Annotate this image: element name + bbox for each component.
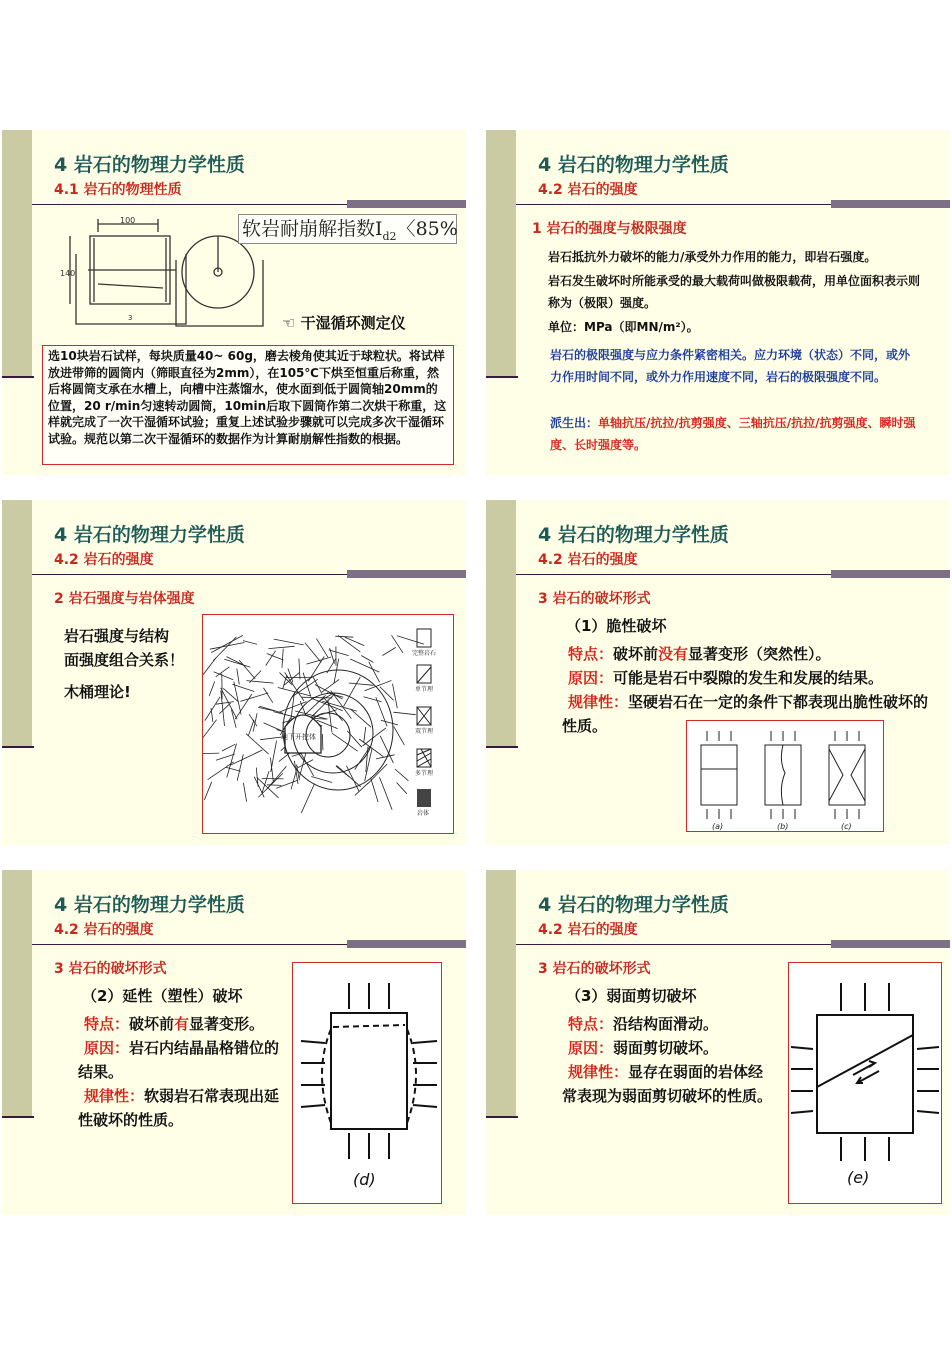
joint-line	[267, 654, 284, 661]
legend-single-joint: 单节理	[415, 686, 434, 693]
instrument-label: ☜ 干湿循环测定仪	[282, 314, 406, 332]
feature-text: 沿结构面滑动。	[613, 1015, 719, 1033]
joint-line	[282, 649, 283, 668]
joint-line	[397, 636, 424, 644]
specimen-label-a: (a)	[712, 822, 724, 831]
joint-line	[299, 659, 300, 680]
joint-line	[209, 682, 215, 696]
title-rule-bar	[831, 940, 950, 948]
joint-line	[323, 697, 343, 721]
rule-line	[78, 1084, 290, 1132]
slide-5	[2, 870, 466, 1215]
dimension-label: 100	[120, 216, 136, 225]
slide-subtitle: 4.2 岩石的强度	[538, 182, 638, 198]
cause-text: 弱面剪切破坏。	[613, 1039, 719, 1057]
joint-line	[302, 697, 333, 698]
joint-line	[364, 727, 366, 742]
joint-line	[221, 690, 225, 726]
title-rule-bar	[347, 200, 466, 208]
derived-strengths-text	[550, 412, 920, 456]
procedure-box	[42, 345, 454, 465]
slide-title: 4 岩石的物理力学性质	[54, 154, 245, 176]
slide-subtitle: 4.2 岩石的强度	[538, 552, 638, 568]
section-heading: 3 岩石的破坏形式	[538, 591, 651, 607]
joint-line	[395, 769, 409, 781]
formula-text: 软岩耐崩解指数I	[242, 218, 383, 240]
cause-label: 原因：	[568, 1039, 614, 1057]
joint-line	[219, 703, 230, 714]
joint-line	[264, 688, 273, 703]
joint-line	[266, 651, 276, 666]
joint-line	[203, 658, 216, 681]
joint-line	[345, 637, 364, 645]
joint-line	[237, 754, 243, 780]
slide-subtitle: 4.2 岩石的强度	[54, 922, 154, 938]
joint-line	[240, 693, 268, 702]
sidebar-divider	[486, 1116, 518, 1118]
joint-line	[349, 683, 374, 685]
slide-sidebar	[2, 500, 32, 748]
joint-line	[253, 713, 257, 731]
slide-1	[2, 130, 466, 475]
slide-subtitle: 4.2 岩石的强度	[54, 552, 154, 568]
joint-line	[224, 659, 250, 667]
joint-line	[203, 753, 219, 754]
combination-text-line2: 面强度组合关系！	[64, 651, 185, 669]
rule-line	[562, 1060, 774, 1108]
slide-subtitle: 4.1 岩石的物理性质	[54, 182, 182, 198]
slide-title: 4 岩石的物理力学性质	[538, 894, 729, 916]
joint-line	[248, 720, 254, 736]
barrel-theory-text: 木桶理论!	[64, 683, 131, 701]
cause-text: 可能是岩石中裂隙的发生和发展的结果。	[613, 669, 884, 687]
joint-line	[335, 636, 353, 637]
sidebar-divider	[2, 746, 34, 748]
cause-line	[78, 1036, 290, 1084]
tunnel-label: 地下开挖体	[281, 733, 316, 741]
feature-emphasis: 没有	[658, 645, 689, 663]
joint-line	[361, 656, 373, 663]
section-heading: 2 岩石强度与岩体强度	[54, 591, 195, 607]
slide-6	[486, 870, 950, 1215]
weak-plane-failure-figure-box	[788, 962, 942, 1204]
rule-text: 软弱岩石常表现出延性破坏的性质。	[78, 1087, 280, 1129]
dimension-label-vertical: 140	[60, 269, 76, 278]
feature-label: 特点：	[84, 1015, 130, 1033]
failure-type-item: （3）弱面剪切破坏	[566, 987, 697, 1005]
slide-title: 4 岩石的物理力学性质	[538, 154, 729, 176]
slide-subtitle: 4.2 岩石的强度	[538, 922, 638, 938]
brittle-failure-figure-box	[686, 720, 884, 832]
joint-line	[213, 637, 236, 661]
slide-sidebar	[486, 500, 516, 748]
ductile-failure-figure-box	[292, 962, 442, 1204]
ductile-failure-specimen-drawing	[293, 963, 441, 1203]
slide-sidebar	[486, 870, 516, 1118]
slide-title: 4 岩石的物理力学性质	[54, 894, 245, 916]
failure-type-item: （1）脆性破坏	[566, 617, 667, 635]
cause-line	[568, 666, 883, 690]
rule-text: 坚硬岩石在一定的条件下都表现出脆性破坏的性质。	[562, 693, 929, 735]
joint-line	[371, 778, 378, 802]
joint-line	[301, 784, 314, 813]
slide-4	[486, 500, 950, 845]
joint-line	[322, 679, 339, 692]
joint-line	[208, 762, 234, 780]
joint-line	[222, 744, 235, 751]
sidebar-divider	[2, 376, 34, 378]
legend-rock-mass: 岩体	[417, 810, 430, 817]
slide-sidebar	[2, 130, 32, 378]
title-rule-bar	[347, 570, 466, 578]
joint-line	[338, 635, 360, 652]
legend-multi-joint: 多节理	[415, 770, 434, 777]
cause-line	[568, 1036, 718, 1060]
joint-line	[322, 734, 323, 750]
joint-line	[316, 639, 328, 658]
joint-line	[226, 767, 241, 771]
joint-line	[237, 669, 240, 685]
legend-double-joint: 双节理	[415, 728, 434, 735]
joint-line	[243, 641, 257, 645]
cause-text: 岩石内结晶晶格错位的结果。	[78, 1039, 280, 1081]
joint-line	[239, 660, 255, 679]
joint-line	[262, 771, 269, 793]
joint-line	[305, 643, 321, 662]
joint-line	[276, 780, 298, 788]
formula-box	[238, 214, 457, 244]
rule-text: 显存在弱面的岩体经常表现为弱面剪切破坏的性质。	[562, 1063, 773, 1105]
joint-line	[274, 639, 304, 645]
section-heading: 3 岩石的破坏形式	[54, 961, 167, 977]
rule-label: 规律性：	[568, 693, 629, 711]
rule-label: 规律性：	[568, 1063, 629, 1081]
joint-line	[231, 750, 263, 765]
joint-line	[364, 697, 382, 702]
joint-line	[393, 712, 415, 715]
joint-line	[204, 782, 211, 800]
sidebar-divider	[486, 376, 518, 378]
stress-condition-text: 岩石的极限强度与应力条件紧密相关。应力环境（状态）不同，或外力作用时间不同，或外力作用速度不同，岩石的极限强度不同。	[550, 348, 911, 384]
slide-title: 4 岩石的物理力学性质	[54, 524, 245, 546]
joint-line	[271, 741, 277, 772]
joint-line	[363, 728, 386, 746]
feature-label: 特点：	[568, 645, 614, 663]
specimen-label-e: (e)	[847, 1168, 870, 1187]
feature-line	[568, 642, 831, 666]
joint-line	[246, 734, 269, 754]
derived-label: 派生出：	[550, 416, 599, 430]
rock-mass-joint-network-drawing	[203, 615, 453, 833]
sidebar-divider	[2, 1116, 34, 1118]
joint-line	[350, 659, 379, 672]
feature-label: 特点：	[568, 1015, 614, 1033]
joint-line	[267, 785, 282, 786]
joint-line	[203, 720, 217, 743]
joint-line	[381, 720, 398, 725]
feature-emphasis: 有	[174, 1015, 190, 1033]
slide-sidebar	[2, 870, 32, 1118]
joint-line	[350, 709, 371, 727]
joint-line	[259, 706, 283, 713]
feature-line	[84, 1012, 264, 1036]
slide-title: 4 岩石的物理力学性质	[538, 524, 729, 546]
title-rule-bar	[831, 200, 950, 208]
joint-line	[328, 700, 332, 733]
drum-number-label: 3	[128, 314, 133, 322]
joint-line	[397, 783, 407, 794]
weak-plane-shear-specimen-drawing	[789, 963, 941, 1203]
joint-line	[243, 783, 246, 802]
title-rule-bar	[347, 940, 466, 948]
rock-mass-figure-box	[202, 614, 454, 834]
title-rule-bar	[831, 570, 950, 578]
derived-list: 单轴抗压/抗拉/抗剪强度、三轴抗压/抗拉/抗剪强度、瞬时强度、长时强度等。	[550, 416, 916, 452]
joint-line	[307, 657, 332, 664]
joint-line	[223, 688, 238, 702]
sidebar-divider	[486, 746, 518, 748]
joint-line	[392, 635, 403, 653]
joint-line	[359, 739, 383, 757]
feature-text-a: 破坏前	[129, 1015, 175, 1033]
strength-definition: 岩石抵抗外力破坏的能力/承受外力作用的能力，即岩石强度。	[548, 250, 877, 264]
joint-line	[383, 647, 396, 655]
cause-label: 原因：	[84, 1039, 130, 1057]
specimen-label-b: (b)	[777, 822, 789, 831]
slide-2	[486, 130, 950, 475]
slide-3	[2, 500, 466, 845]
joint-line	[227, 744, 237, 778]
formula-subscript: d2	[382, 229, 397, 243]
cause-label: 原因：	[568, 669, 614, 687]
feature-text-a: 破坏前	[613, 645, 659, 663]
specimen-label-d: (d)	[353, 1170, 376, 1189]
feature-text-c: 显著变形（突然性）。	[688, 645, 831, 663]
joint-line	[393, 684, 398, 709]
ultimate-strength-definition: 岩石发生破坏时所能承受的最大载荷叫做极限载荷，用单位面积表示则称为（极限）强度。	[548, 274, 921, 310]
joint-line	[376, 755, 395, 759]
joint-line	[367, 764, 387, 784]
joint-line	[311, 777, 332, 783]
procedure-text: 选10块岩石试样，每块质量40~ 60g，磨去棱角使其近于球粒状。将试样放进带筛的圆筒内（筛眼直径为2mm），在105℃下烘至恒重后称重，然后将圆筒支承在水槽上，向槽中注蒸馏水，使水面到低于圆筒轴20mm的位置，20 r/min匀速转动圆筒，10min后取下圆筒作第二次烘干称重，这样就完成了一次干湿循环试验；重复上述试验步骤就可以完成多次干湿循环试验。规范以第二次干湿循环的数据作为计算耐崩解性指数的根据。	[48, 349, 447, 446]
joint-line	[380, 777, 393, 810]
joint-line	[305, 695, 326, 714]
joint-line	[216, 702, 234, 705]
combination-text-line1: 岩石强度与结构	[64, 627, 170, 645]
failure-type-item: （2）延性（塑性）破坏	[82, 987, 243, 1005]
unit-text: 单位：MPa（即MN/m²）。	[548, 320, 699, 334]
brittle-failure-specimens-drawing	[687, 721, 883, 831]
legend-intact-rock: 完整岩石	[412, 650, 437, 657]
feature-text-c: 显著变形。	[189, 1015, 265, 1033]
section-heading: 3 岩石的破坏形式	[538, 961, 651, 977]
joint-line	[394, 726, 405, 745]
section-heading: 1 岩石的强度与极限强度	[532, 221, 687, 237]
joint-line	[369, 662, 380, 682]
rule-label: 规律性：	[84, 1087, 145, 1105]
specimen-label-c: (c)	[841, 822, 852, 831]
joint-line	[269, 646, 295, 648]
formula-tail: 〈85%	[396, 218, 458, 240]
feature-line	[568, 1012, 718, 1036]
slide-sidebar	[486, 130, 516, 378]
